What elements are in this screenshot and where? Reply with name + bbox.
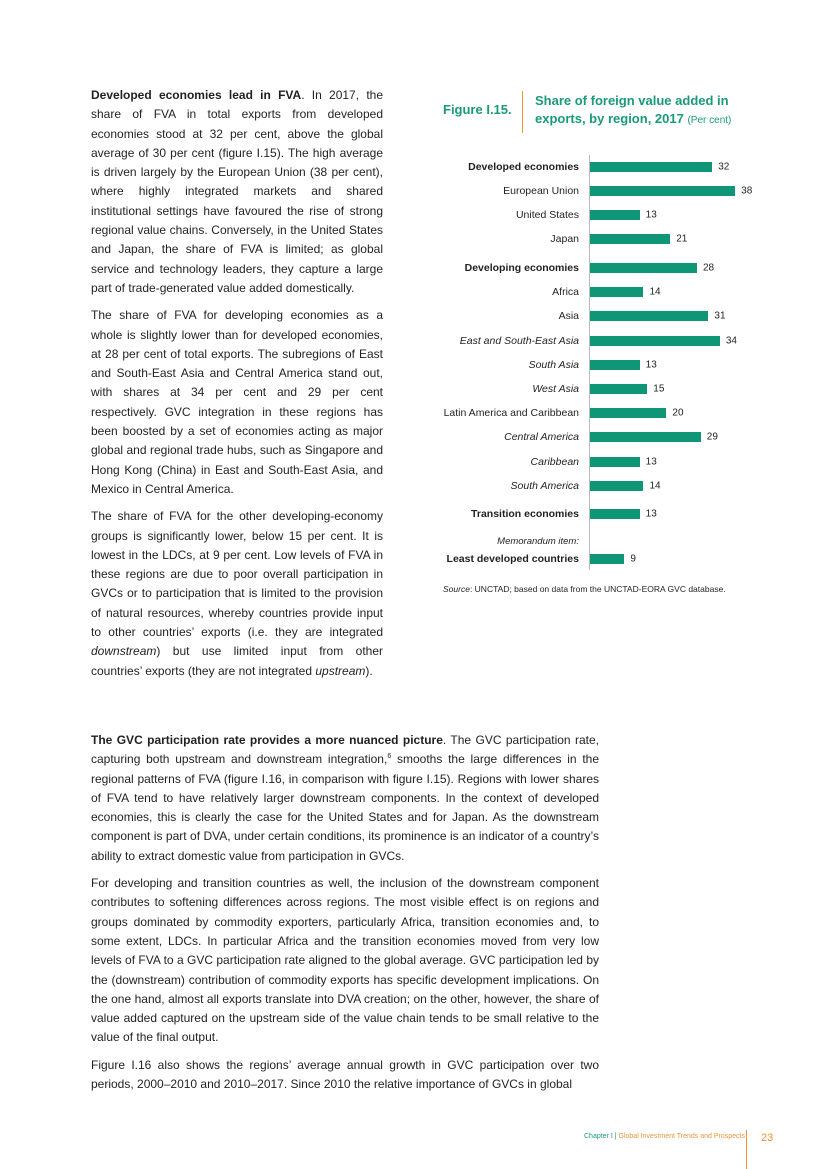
page-number: 23 [761, 1132, 774, 1144]
value-label: 28 [702, 262, 715, 274]
footnote-ref[interactable]: 6 [387, 753, 392, 761]
value-label: 13 [645, 209, 657, 221]
bar [590, 360, 640, 370]
bar [590, 554, 624, 564]
bar [590, 263, 697, 273]
category-label: Least developed countries [446, 553, 579, 565]
bar [590, 210, 640, 220]
bar [590, 481, 643, 491]
bar [590, 457, 640, 467]
text: ). [365, 663, 373, 678]
lead-heading: Developed economies lead in FVA [91, 88, 302, 102]
bar [590, 336, 720, 346]
value-label: 20 [672, 407, 684, 419]
text: The share of FVA for the other developing-economy groups is significantly lower, below 15 per cent. It is lowest in the LDCs, at 9 per cent. Low levels of FVA in these regions are due to poor overall participation in GVCs or to participation that is limited to the provision of natural resources, whereby countries provide input to other countries’ exports (i.e. they are integrated [91, 509, 383, 640]
value-label: 38 [741, 185, 753, 197]
full-width-text [91, 731, 599, 1102]
figure-label: Figure I.15. [443, 102, 512, 117]
paragraph: Figure I.16 also shows the regions’ average annual growth in GVC participation over two periods, 2000–2010 and 2010–2017. Since 2010 the relative importance of GVCs in global [91, 1057, 599, 1092]
bar [590, 509, 640, 519]
text: . In 2017, the share of FVA in total exports from developed economies stood at 32 per cent, above the global average of 30 per cent (figure I.15). The high average is driven largely by the European Union (38 per cent), where highly integrated markets and shared institutional settings have favoured the rise of strong regional value chains. Conversely, in the United States and Japan, the share of FVA is limited; as global service and technology leaders, they capture a large part of trade-generated value added domestically. [91, 88, 384, 295]
bar [590, 162, 712, 172]
memorandum-label: Memorandum item: [497, 536, 579, 547]
category-label: South America [510, 480, 579, 492]
value-label: 21 [676, 233, 688, 245]
category-label: East and South-East Asia [459, 335, 579, 347]
paragraph: For developing and transition countries as well, the inclusion of the downstream component contributes to softening differences across regions. The most visible effect is on regions and groups dominated by commodity exporters, particularly Africa, transition economies and, to some extent, LDCs. In particular Africa and the transition economies moved from very low levels of FVA to a GVC participation rate aligned to the global average. GVC participation led by the (downstream) contribution of commodity exports has specific development implications. On the one hand, almost all exports translate into DVA creation; on the other, however, the share of value added captured on the upstream side of the value chain tends to be small relative to the value of the final output. [91, 876, 599, 1045]
text: downstream [91, 644, 157, 659]
category-label: West Asia [532, 383, 579, 395]
value-label: 14 [649, 286, 661, 298]
category-label: Japan [550, 233, 579, 245]
category-label: Central America [504, 431, 579, 443]
bar [590, 234, 670, 244]
category-label: Latin America and Caribbean [443, 407, 579, 419]
footer-divider [746, 1130, 747, 1169]
value-label: 34 [725, 335, 737, 347]
category-label: Africa [552, 286, 579, 298]
bar [590, 432, 701, 442]
bar [590, 408, 666, 418]
bar [590, 186, 735, 196]
chapter-title: Global Investment Trends and Prospects [618, 1133, 745, 1140]
bar [590, 287, 643, 297]
unit-text: (Per cent) [687, 115, 732, 126]
text: ) but use limited input from other countries’ exports (they are not integrated [91, 644, 383, 678]
paragraph: The share of FVA for developing economies as a whole is slightly lower than for developed economies, at 28 per cent of total exports. The subregions of East and South-East Asia and Central America stand out, with shares at 34 per cent and 29 per cent respectively. GVC integration in these regions has been boosted by a set of economies acting as major global and regional trade hubs, such as Singapore and Hong Kong (China) in East and South-East Asia, and Mexico in Central America. [91, 308, 383, 496]
source-label: Source [443, 584, 470, 594]
category-label: Transition economies [471, 508, 579, 520]
value-label: 13 [645, 508, 657, 520]
bar [590, 311, 708, 321]
value-label: 15 [653, 383, 665, 395]
source-text: : UNCTAD; based on data from the UNCTAD-EORA GVC database. [469, 584, 726, 594]
chapter-label: Chapter I [584, 1133, 613, 1140]
category-label: Developed economies [468, 161, 579, 173]
category-label: Caribbean [530, 456, 579, 468]
category-label: South Asia [528, 359, 579, 371]
value-label: 31 [714, 310, 726, 322]
text: . The GVC participation rate, capturing both upstream and downstream integration, [91, 733, 599, 767]
value-label: 32 [718, 161, 730, 173]
lead-heading: The GVC participation rate provides a more nuanced picture [91, 733, 443, 747]
bar [590, 384, 647, 394]
category-label: European Union [503, 185, 579, 197]
value-label: 13 [645, 456, 657, 468]
title-text: Share of foreign value added in exports, by region, 2017 [535, 93, 729, 126]
text: smooths the large differences in the regional patterns of FVA (figure I.16, in comparison with figure I.15). Regions with lower shares of FVA tend to have relatively larger downstream components. In the context of developed economies, this is clearly the case for the United States and for Japan. As the downstream component is part of DVA, under certain conditions, its prominence is an indicator of a country’s ability to extract domestic value from participation in GVCs. [91, 752, 600, 863]
value-label: 29 [706, 431, 718, 443]
text: upstream [315, 663, 366, 678]
value-label: 13 [645, 359, 657, 371]
value-label: 9 [630, 553, 636, 565]
figure-source [443, 584, 726, 594]
category-label: Developing economies [464, 262, 579, 274]
category-label: Asia [558, 310, 579, 322]
category-label: United States [515, 209, 579, 221]
value-label: 14 [649, 480, 661, 492]
paragraph [91, 731, 599, 866]
footer-chapter: Chapter I | Global Investment Trends and Prospects [584, 1133, 745, 1140]
